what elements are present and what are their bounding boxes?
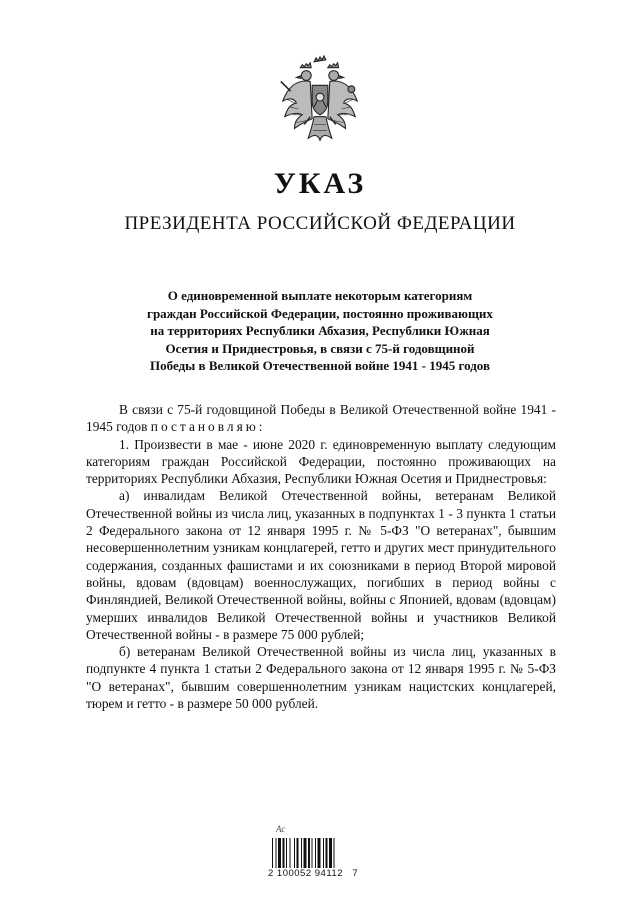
barcode-bar bbox=[283, 838, 285, 868]
heading-line: Победы в Великой Отечественной войне 1941 - 1945 годов bbox=[150, 358, 490, 373]
heading-line: граждан Российской Федерации, постоянно проживающих bbox=[147, 305, 493, 321]
barcode-bar bbox=[326, 838, 328, 868]
intro-paragraph bbox=[86, 401, 556, 436]
barcode-bar bbox=[290, 838, 291, 868]
barcode-bar bbox=[294, 838, 295, 868]
barcode-bar bbox=[315, 838, 316, 868]
barcode-bar bbox=[286, 838, 287, 868]
heading-line: О единовременной выплате некоторым категориям bbox=[167, 288, 473, 303]
item-a-paragraph: а) инвалидам Великой Отечественной войны, ветеранам Великой Отечественной войны из числа лиц, указанных в подпунктах 1 - 3 пункта 1 статьи 2 Федерального закона от 12 января 1995 г. № 5-ФЗ "О ветеранах", бывшим несовершеннолетним узникам концлагерей, гетто и других мест принудительного содержания, созданных фашистами и их союзниками в период Второй мировой войны, вдовам (вдовцам) военнослужащих, погибших в период войны с Финляндией, Великой Отечественной войны, войны с Японией, вдовам (вдовцам) умерших инвалидов Великой Отечественной войны и участников Великой Отечественной войны - в размере 75 000 рублей; bbox=[86, 488, 556, 642]
decree-heading bbox=[110, 287, 530, 375]
barcode-bar bbox=[278, 838, 281, 868]
barcode-bar bbox=[272, 838, 273, 868]
barcode-bar bbox=[304, 838, 307, 868]
barcode-bar bbox=[318, 838, 321, 868]
handwritten-initials: Ас bbox=[276, 824, 286, 834]
document-title: УКАЗ bbox=[273, 167, 367, 200]
barcode-bar bbox=[334, 838, 335, 868]
intro-text: В связи с 75-й годовщиной Победы в Великой Отечественной войне 1941 - 1945 годов bbox=[86, 402, 556, 435]
barcode-bar bbox=[276, 838, 277, 868]
decree-word: постановляю: bbox=[150, 419, 266, 435]
double-headed-eagle-icon bbox=[271, 52, 369, 150]
barcode-bar bbox=[312, 838, 313, 868]
barcode-bar bbox=[323, 838, 324, 868]
decree-body bbox=[86, 401, 556, 712]
item-1-paragraph: 1. Произвести в мае - июне 2020 г. единовременную выплату следующим категориям граждан Российской Федерации, постоянно проживающих на территориях Республики Абхазия, Республики Южная Осетия и Приднестровья: bbox=[86, 436, 556, 487]
barcode-bar bbox=[308, 838, 310, 868]
heading-line: на территориях Республики Абхазия, Республики Южная bbox=[150, 323, 490, 338]
barcode-bar bbox=[301, 838, 302, 868]
barcode-number: 2 100052 94112 7 bbox=[268, 868, 359, 879]
heading-line: Осетия и Приднестровья, в связи с 75-й годовщиной bbox=[165, 340, 475, 356]
barcode-bar bbox=[329, 838, 332, 868]
coat-of-arms-emblem bbox=[271, 52, 369, 150]
barcode-bar bbox=[297, 838, 299, 868]
document-subtitle: ПРЕЗИДЕНТА РОССИЙСКОЙ ФЕДЕРАЦИИ bbox=[124, 213, 516, 234]
barcode bbox=[272, 838, 370, 868]
item-b-paragraph: б) ветеранам Великой Отечественной войны из числа лиц, указанных в подпункте 4 пункта 1 статьи 2 Федерального закона от 12 января 1995 г. № 5-ФЗ "О ветеранах", бывшим совершеннолетним узникам нацистских концлагерей, тюрем и гетто - в размере 50 000 рублей. bbox=[86, 644, 556, 712]
